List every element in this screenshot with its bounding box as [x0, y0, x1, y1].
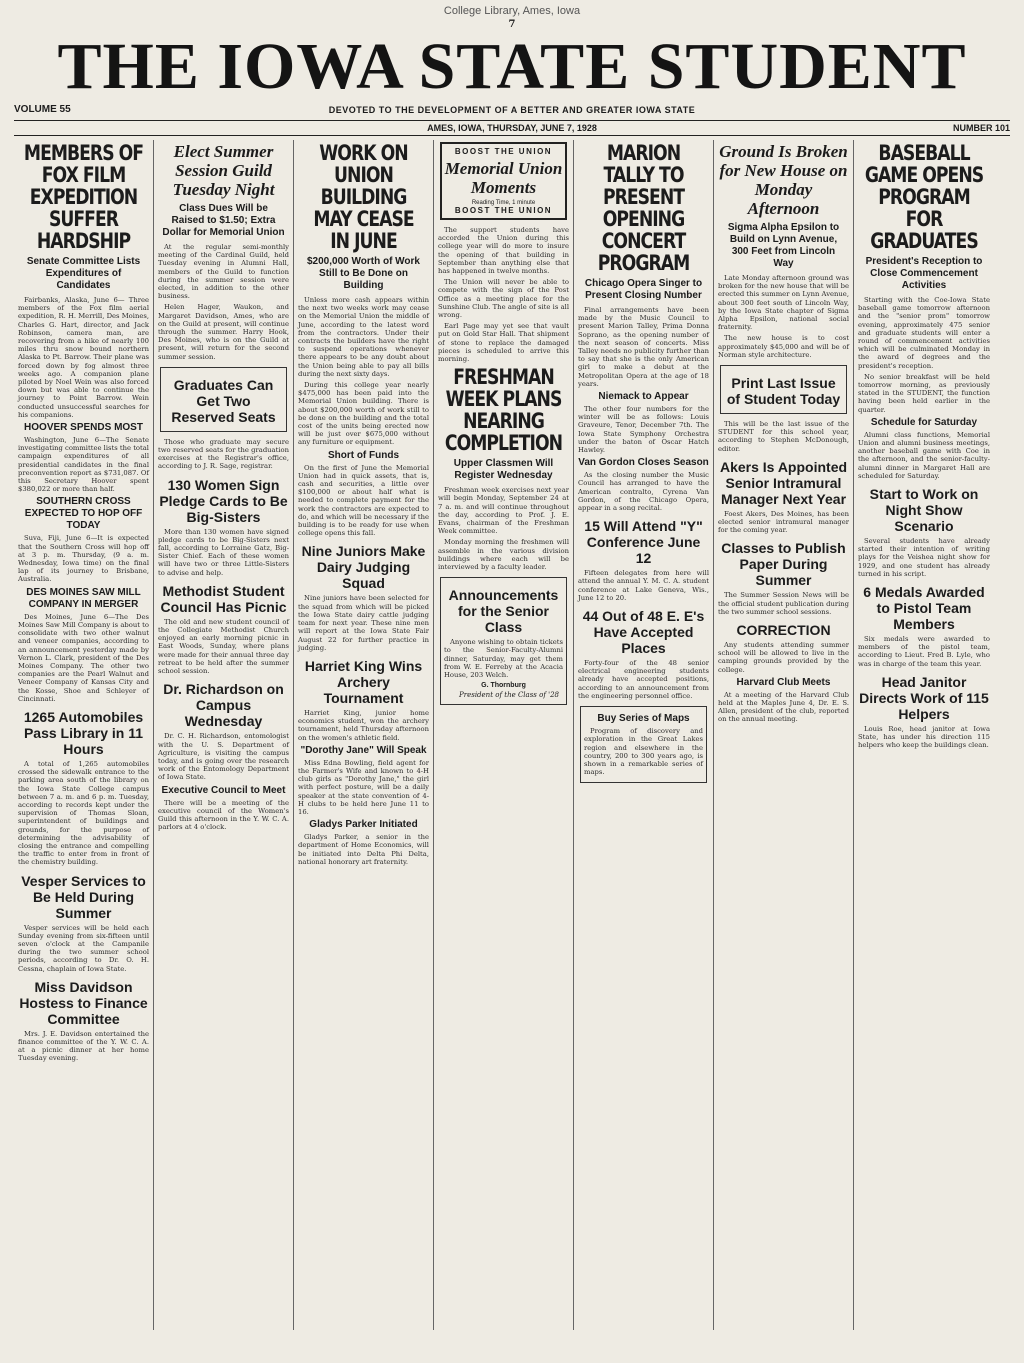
article-text: The other four numbers for the winter will be as follows: Louis Graveure, Tenor, December 7th. The Iowa State Symphony Orchestra under the baton of Oscar Hatch Hawley. — [578, 405, 709, 455]
headline-marion-tally: MARION TALLY TO PRESENT OPENING CONCERT PROGRAM — [597, 141, 690, 275]
article-text: Des Moines, June 6—The Des Moines Saw Mill Company is about to consolidate with two other walnut and veneer companies, according to an announcement yesterday made by Vernon L. Clark, president of the Des Moines Company. The other two companies are the Pearl Walnut and Veneer Company of Kansas City and the Kosse, Shoe and Schleyer of Cincinnati. — [18, 612, 149, 703]
boost-label-top: BOOST THE UNION — [454, 147, 553, 156]
article-text: Program of discovery and exploration in the Great Lakes region and elsewhere in the country, 200 to 300 years ago, is shown in a remarkable series of maps. — [584, 727, 703, 777]
reading-time: Reading Time, 1 minute — [471, 200, 536, 206]
masthead-subline — [14, 102, 1010, 118]
article-text: Earl Page may yet see that vault put on Gold Star Hall. That shipment of stone to replace the damaged pieces is scheduled to arrive this morning. — [438, 322, 569, 364]
article-text: Anyone wishing to obtain tickets to the Senior-Faculty-Alumni dinner, Saturday, may get them from W. E. Ferreby at the Acacia House, 203 Welch. — [444, 638, 563, 680]
signature-name: G. Thornburg — [481, 682, 526, 690]
article-text: Those who graduate may secure two reserved seats for the graduation exercises at the Registrar's office, according to J. R. Sage, registrar. — [158, 437, 289, 471]
box-graduates — [160, 367, 287, 432]
article-text: The Summer Session News will be the official student publication during the two summer school sessions. — [718, 591, 849, 616]
article-text: At the regular semi-monthly meeting of the Cardinal Guild, held Tuesday evening in Alumni Hall, members of the Guild to function during the summer session were elected, in addition to the other business. — [158, 243, 289, 301]
headline-davidson: Miss Davidson Hostess to Finance Committee — [19, 978, 148, 1027]
article-text: Forty-four of the 48 senior electrical engineering students already have accepted positions, according to an announcement from the engineering personnel office. — [578, 659, 709, 700]
signature-title: President of the Class of '28 — [459, 691, 559, 700]
article-text: At a meeting of the Harvard Club held at the Maples June 4, Dr. E. S. Allen, president of the club, reported on the annual meeting. — [718, 690, 849, 724]
boost-union-box — [440, 142, 567, 220]
article-text: A total of 1,265 automobiles crossed the sidewalk entrance to the parking area south of the library on the Iowa State College campus between 7 a. m. and 6 p. m. Tuesday, according to records kept under the supervision of Thomas Sloan, superintendent of buildings and grounds, for the purpose of determining the advisability of closing the entrance and compelling the traffic to enter from in front of the chemistry building. — [18, 759, 149, 867]
headline-ee-places: 44 Out of 48 E. E's Have Accepted Places — [582, 608, 705, 657]
article-text: The Union will never be able to compete with the sign of the Post Office as a meeting place for the Sunshine Club. The angle of site is all wrong. — [438, 278, 569, 320]
subhead-niemack: Niemack to Appear — [598, 391, 689, 403]
article-text: Freshman week exercises next year will begin Monday, September 24 at 7 a. m. and will continue throughout the day, according to Prof. J. E. Evans, chairman of the Freshman Week committee. — [438, 486, 569, 536]
article-text: Fairbanks, Alaska, June 6— Three members of the Fox film aerial expedition, R. H. Merrill, Des Moines, Charles G. Hart, director, and Jack Robinson, camera man, are recovering from a hike of nearly 100 miles thru snow bound northern Alaska to Pt. Barrow. Their plane was forced down by fog almost three weeks ago. A companion plane piloted by Noel Wein was also forced down but was able to continue the journey to Point Barrow. Wein conducted unsuccessful searches for his companions. — [18, 296, 149, 419]
article-text: Washington, June 6—The Senate investigating committee lists the total campaign expenditures of all presidential candidates in the final preconvention report as $731,087. Of this Secretary Hoover spent $380,022 or more than half. — [18, 436, 149, 494]
dateline: AMES, IOWA, THURSDAY, JUNE 7, 1928 — [427, 123, 597, 133]
article-text: Six medals were awarded to members of the pistol team, according to Lieut. Fred B. Lyle, who was in charge of the team this year. — [858, 635, 990, 668]
subhead-hoover: HOOVER SPENDS MOST — [24, 422, 143, 434]
dateline-bar — [14, 120, 1010, 136]
subhead-saturday: Schedule for Saturday — [870, 416, 978, 428]
headline-archery: Harriet King Wins Archery Tournament — [304, 657, 423, 706]
article-text: Gladys Parker, a senior in the department of Home Economics, will be initiated into Delta Phi Delta, national honorary art fraternity. — [298, 833, 429, 866]
headline-dairy-judging: Nine Juniors Make Dairy Judging Squad — [301, 543, 426, 592]
headline-akers: Akers Is Appointed Senior Intramural Manager Next Year — [719, 458, 848, 507]
deck-200000: $200,000 Worth of Work Still to Be Done on Building — [307, 256, 420, 291]
library-stamp: College Library, Ames, Iowa — [443, 5, 581, 17]
headline-correction: CORRECTION — [736, 622, 831, 639]
subhead-harvard-club: Harvard Club Meets — [736, 676, 831, 688]
article-text: Unless more cash appears within the next two weeks work may cease on the Memorial Union the middle of June, according to the latest word from the contractors. Under their contracts the builders have the right to suspend operations whenever there appears to be any doubt about the Union being able to pay all bills during the next sixty days. — [298, 296, 429, 378]
article-text: Mrs. J. E. Davidson entertained the finance committee of the Y. W. C. A. at a picnic dinner at her home Tuesday evening. — [18, 1029, 149, 1063]
article-text: Foest Akers, Des Moines, has been elected senior intramural manager for the coming year. — [718, 509, 849, 535]
headline-night-show: Start to Work on Night Show Scenario — [869, 486, 979, 535]
article-text: Vesper services will be held each Sunday evening from six-fifteen until seven o'clock at the Campanile during the two summer school periods, according to Dr. O. H. Cessna, chaplain of Iowa State. — [18, 923, 149, 973]
volume-label: VOLUME 55 — [14, 104, 71, 115]
article-text: Harriet King, junior home economics student, won the archery tournament, held Thursday afternoon on the women's athletic field. — [298, 708, 429, 742]
column-1 — [14, 140, 154, 1330]
article-text: The support students have accorded the Union during this college year will do more to insure the opening of that building in September than anything else that has happened in twelve months. — [438, 226, 569, 276]
deck-chicago-opera: Chicago Opera Singer to Present Closing Number — [584, 278, 703, 301]
headline-big-sisters: 130 Women Sign Pledge Cards to Be Big-Sisters — [159, 476, 288, 525]
article-text: This will be the last issue of the STUDENT for this school year, according to Stephen McDonough, editor. — [718, 420, 849, 453]
masthead-motto: DEVOTED TO THE DEVELOPMENT OF A BETTER AND GREATER IOWA STATE — [328, 105, 696, 115]
headline-guild: Elect Summer Session Guild Tuesday Night — [172, 142, 275, 199]
article-text: Fifteen delegates from here will attend the annual Y. M. C. A. student conference at Lake Geneva, Wis., June 12 to 20. — [578, 569, 709, 602]
article-text: The old and new student council of the Collegiate Methodist Church enjoyed an early morning picnic in East Woods, Sunday, where plans were made for their annual three day retreat to be held after the summer school session. — [158, 617, 289, 676]
headline-vesper: Vesper Services to Be Held During Summer — [21, 872, 146, 921]
box-maps — [580, 706, 707, 783]
deck-upper-classmen: Upper Classmen Will Register Wednesday — [453, 458, 554, 482]
article-text: Louis Roe, head janitor at Iowa State, has under his direction 115 helpers who keep the buildings clean. — [858, 724, 990, 750]
deck-class-dues: Class Dues Will be Raised to $1.50; Extra Dollar for Memorial Union — [162, 203, 285, 238]
deck-senate: Senate Committee Lists Expenditures of Candidates — [26, 256, 141, 291]
article-text: Dr. C. H. Richardson, entomologist with the U. S. Department of Agriculture, is visiting the campus today, and is going over the research work of the Entomology Department of Iowa State. — [158, 732, 289, 782]
article-text: Several students have already started their intention of writing plays for the Veishea night show for 1929, and one student has already turned in his script. — [858, 537, 990, 578]
column-6 — [714, 140, 854, 1330]
headline-last-issue: Print Last Issue of Student Today — [726, 375, 841, 408]
columns — [14, 140, 1010, 1330]
subhead-saw-mill: DES MOINES SAW MILL COMPANY IN MERGER — [26, 586, 141, 610]
article-text: The new house is to cost approximately $45,000 and will be of Norman style architecture. — [718, 334, 849, 359]
column-4 — [434, 140, 574, 1330]
article-text: Monday morning the freshmen will assemble in the various division buildings where each will be interviewed by a faculty leader. — [438, 538, 569, 572]
article-text: Alumni class functions, Memorial Union and alumni business meetings, another baseball game with Coe in the afternoon, and the senior-faculty-alumni dinner in Margaret Hall are scheduled for Saturday. — [858, 430, 990, 480]
boost-label-bottom: BOOST THE UNION — [454, 206, 553, 215]
box-last-issue — [720, 365, 847, 414]
article-text: During this college year nearly $475,000 has been paid into the Memorial Union building. There is about $200,000 worth of work still to be done on the building and the total cost of the units being erected now will be just over $675,000 without any furniture or equipment. — [298, 381, 429, 447]
subhead-short-of-funds: Short of Funds — [327, 449, 400, 461]
article-text: Final arrangements have been made by the Music Council to present Marion Talley, Prima Donna Soprano, as the opening number of the next season of concerts. Miss Talley needs no publicity further than to say that she is the only American girl to make a debut at the Metropolitan Opera at the age of 18 years. — [578, 306, 709, 388]
headline-y-conference: 15 Will Attend "Y" Conference June 12 — [584, 518, 703, 567]
subhead-executive-council: Executive Council to Meet — [161, 784, 286, 796]
headline-freshman-week: FRESHMAN WEEK PLANS NEARING COMPLETION — [444, 365, 563, 456]
article-text: Helen Hager, Waukon, and Margaret Davidson, Ames, who are on the Guild at present, will continue through the summer. Harry Hook, Des Moines, who is on the Guild at present, will return for the second summer session. — [158, 303, 289, 361]
headline-summer-paper: Classes to Publish Paper During Summer — [721, 540, 846, 589]
deck-presidents-reception: President's Reception to Close Commencement Activities — [865, 256, 983, 291]
article-text: Any students attending summer school will be allowed to live in the camping grounds provided by the college. — [718, 641, 849, 674]
headline-reserved-seats: Graduates Can Get Two Reserved Seats — [171, 376, 276, 425]
article-text: Nine juniors have been selected for the squad from which will be picked the Iowa State dairy cattle judging team for next year. These nine men will report at the Iowa State Fair August 22 for further practice in judging. — [298, 594, 429, 652]
headline-head-janitor: Head Janitor Directs Work of 115 Helpers — [859, 673, 989, 722]
headline-union-building: WORK ON UNION BUILDING MAY CEASE IN JUNE — [313, 141, 414, 253]
column-7 — [854, 140, 994, 1330]
article-text: More than 130 women have signed pledge cards to be Big-Sisters next fall, according to Lorraine Gatz, Big-Sister Chief. Each of these women will have two or three Little-Sisters to advise and help. — [158, 527, 289, 577]
column-5 — [574, 140, 714, 1330]
headline-senior-class: Announcements for the Senior Class — [448, 587, 559, 636]
page-ornament: 7 — [508, 19, 516, 30]
article-text: On the first of June the Memorial Union had in quick assets, that is, cash and securities, a little over $100,000 or about half what is needed to complete payment for the work the contractors are expected to do, and which will be necessary if the building is to be ready for use when college opens this fall. — [298, 463, 429, 538]
issue-number: NUMBER 101 — [952, 123, 1010, 133]
headline-ground-broken: Ground Is Broken for New House on Monday Afternoon — [719, 142, 848, 218]
article-text: As the closing number the Music Council has arranged to have the American contralto, Cyrena Van Gordon, of the Chicago Opera, appear in a song recital. — [578, 471, 709, 513]
memorial-union-moments-title: Memorial Union Moments — [444, 159, 563, 197]
subhead-dorothy-jane: "Dorothy Jane" Will Speak — [300, 744, 427, 756]
headline-automobiles: 1265 Automobiles Pass Library in 11 Hours — [23, 708, 144, 757]
article-text: Starting with the Coe-Iowa State baseball game tomorrow afternoon and the "senior prom" tomorrow evening, approximately 475 senior and graduate students will enter a round of commencement activities which will be culminated Monday in the award of degrees and the president's reception. — [858, 296, 990, 370]
subhead-gladys-parker: Gladys Parker Initiated — [309, 819, 418, 831]
article-text: There will be a meeting of the executive council of the Women's Guild this afternoon in the Y. W. C. A. parlors at 4 o'clock. — [158, 798, 289, 832]
subhead-van-gordon: Van Gordon Closes Season — [578, 457, 709, 469]
headline-pistol-team: 6 Medals Awarded to Pistol Team Members — [863, 584, 985, 633]
headline-methodist: Methodist Student Council Has Picnic — [160, 582, 287, 615]
article-text: No senior breakfast will be held tomorrow morning, as previously stated in the STUDENT, the function having been held earlier in the quarter. — [858, 372, 990, 414]
article-text: Late Monday afternoon ground was broken for the new house that will be erected this summer on Lynn Avenue, about 300 feet south of Lincoln Way, by the Iowa State chapter of Sigma Alpha Epsilon, national social fraternity. — [718, 274, 849, 332]
masthead-title: THE IOWA STATE STUDENT — [57, 30, 967, 103]
headline-baseball: BASEBALL GAME OPENS PROGRAM FOR GRADUATES — [864, 141, 984, 253]
senior-announcements-box — [440, 577, 567, 705]
article-text: Miss Edna Bowling, field agent for the Farmer's Wife and known to 4-H club girls as "Dorothy Jane," the girl with perfect posture, will be a daily speaker at the state convention of 4-H clubs to be held here June 11 to 16. — [298, 758, 429, 816]
headline-richardson: Dr. Richardson on Campus Wednesday — [163, 681, 284, 730]
deck-sigma-alpha: Sigma Alpha Epsilon to Build on Lynn Avenue, 300 Feet from Lincoln Way — [727, 222, 840, 269]
headline-fox-film: MEMBERS OF FOX FILM EXPEDITION SUFFER HARDSHIP — [23, 141, 144, 253]
subhead-southern-cross: SOUTHERN CROSS EXPECTED TO HOP OFF TODAY — [24, 496, 143, 532]
article-text: Suva, Fiji, June 6—It is expected that the Southern Cross will hop off at 3 p. m. Thursday, (9 a. m. Wednesday, Iowa time) on the final lap of its journey to Brisbane, Australia. — [18, 534, 149, 584]
column-2 — [154, 140, 294, 1330]
subhead-maps: Buy Series of Maps — [597, 713, 690, 725]
column-3 — [294, 140, 434, 1330]
